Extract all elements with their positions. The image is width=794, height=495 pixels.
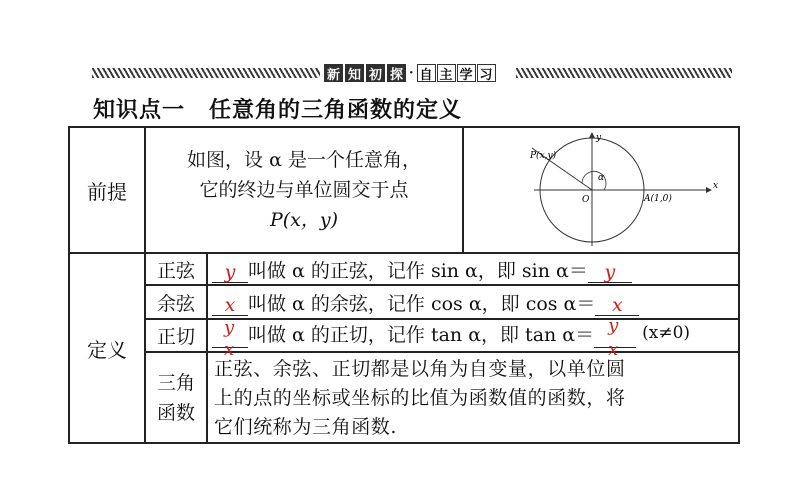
trig-name (146, 353, 206, 442)
x-axis-label: x (713, 181, 719, 191)
origin-label: O (582, 195, 590, 205)
tangent-answer-denominator: x (224, 338, 235, 360)
banner-tag (324, 63, 497, 83)
tangent-answer2 (594, 314, 636, 360)
sine-name: 正弦 (156, 259, 195, 282)
tangent-answer2-denominator: x (608, 338, 619, 360)
trig-line: 正弦、余弦、正切都是以角为自变量，以单位圆 (214, 358, 626, 380)
banner-tag-char: 主 (437, 64, 456, 82)
trig-line: 它们统称为三角函数. (214, 416, 398, 438)
banner-tag-char: 探 (387, 64, 406, 82)
cosine-name: 余弦 (156, 292, 195, 315)
banner-tag-char: 习 (477, 64, 496, 82)
sine-answer2: y (588, 262, 632, 283)
sine-row (212, 257, 632, 283)
tangent-condition: (x≠0) (642, 323, 691, 343)
tangent-text: 叫做 α 的正切，记作 tan α，即 tan α＝ (248, 323, 595, 346)
cosine-row (212, 290, 639, 316)
banner-tag-char: 知 (345, 64, 364, 82)
banner-hatch-left (92, 68, 320, 78)
trig-name-line: 三角 (156, 371, 195, 394)
heading-title: 任意角的三角函数的定义 (209, 97, 463, 123)
definition-table (68, 126, 740, 444)
banner-tag-char: 新 (324, 64, 343, 82)
premise-line: 如图，设 α 是一个任意角， (187, 149, 421, 171)
cosine-text: 叫做 α 的余弦，记作 cos α，即 cos α＝ (248, 293, 596, 315)
x-axis-arrow (706, 187, 712, 193)
trig-name-line: 函数 (156, 401, 195, 424)
table-divider (145, 284, 739, 286)
banner-separator: · (409, 65, 414, 81)
banner-hatch-right (516, 68, 732, 78)
tangent-answer2-numerator: y (608, 314, 619, 336)
table-border-bottom (68, 442, 740, 444)
premise-text (146, 128, 462, 252)
terminal-side (546, 158, 592, 190)
sine-text: 叫做 α 的正弦，记作 sin α，即 sin α＝ (248, 260, 588, 282)
y-axis-label: y (596, 133, 602, 143)
banner-tag-char: 学 (457, 64, 476, 82)
point-p-label: P(x,y) (530, 151, 557, 161)
banner-tag-char: 自 (417, 64, 436, 82)
cosine-answer: x (212, 295, 248, 316)
point-a-label: A(1,0) (644, 194, 672, 204)
heading-prefix: 知识点一 (93, 97, 186, 123)
trig-description (214, 355, 736, 442)
cosine-answer2: x (595, 295, 639, 316)
tangent-answer-numerator: y (224, 316, 235, 338)
trig-line: 上的点的坐标或坐标的比值为函数值的函数，将 (214, 387, 626, 409)
banner-tag-char: 初 (366, 64, 385, 82)
premise-line: P(x，y) (269, 209, 339, 231)
sine-answer: y (212, 262, 248, 283)
tangent-row (212, 314, 691, 360)
tangent-answer (212, 316, 248, 360)
section-banner (92, 63, 732, 83)
angle-label: α (598, 173, 605, 183)
unit-circle-figure (464, 128, 738, 252)
section-heading (93, 93, 462, 124)
premise-line: 它的终边与单位圆交于点 (199, 179, 409, 201)
premise-label: 前提 (87, 179, 127, 204)
definition-label: 定义 (87, 337, 127, 362)
y-axis-arrow (589, 132, 595, 138)
tangent-name: 正切 (156, 326, 195, 348)
table-divider (206, 253, 208, 444)
